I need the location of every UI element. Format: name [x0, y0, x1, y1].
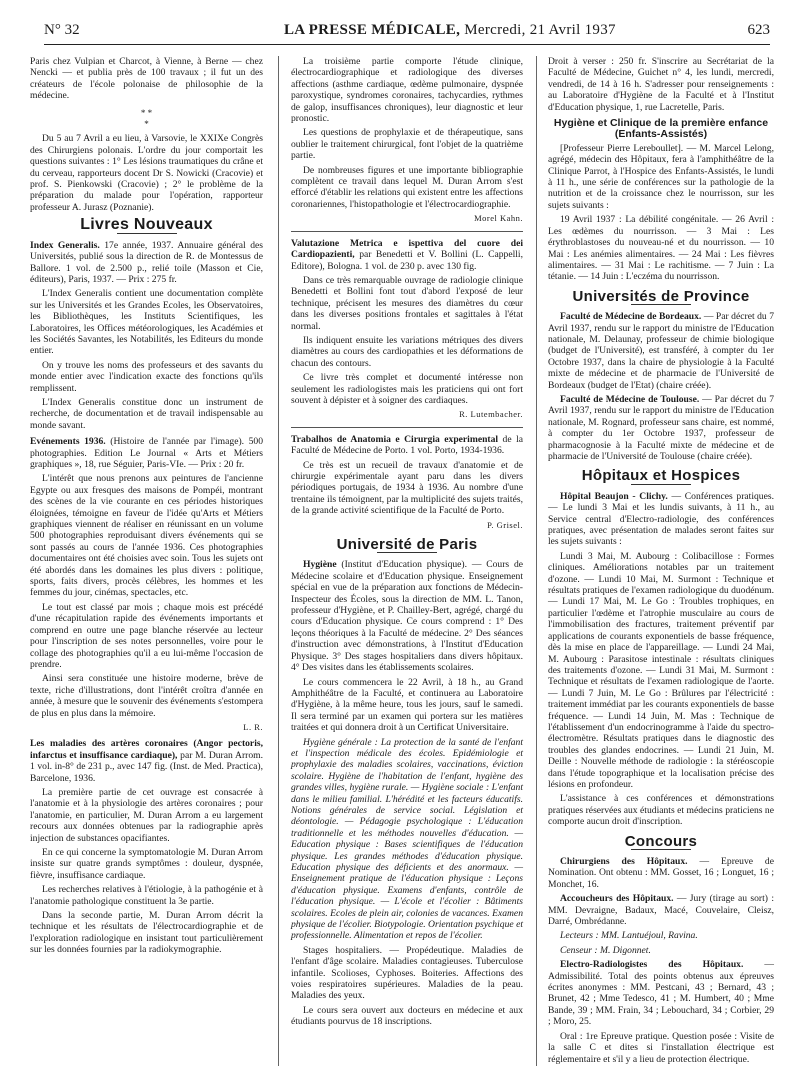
- concours-entry: Accoucheurs des Hôpitaux. — Jury (tirage au sort) : MM. Devraigne, Badaux, Macé, Couvelaire, Cleisz, Darré, Ombrédanne.: [548, 893, 774, 928]
- hospital-text: L'assistance à ces conférences et démonstrations pratiques réservées aux étudiants et médecins praticiens ne comporte aucun droit d'inscription.: [548, 793, 774, 828]
- course-text: Stages hospitaliers. — Propédeutique. Maladies de l'enfant d'âge scolaire. Maladies contagieuses. Tuberculose infantile. Scolioses, Cyphoses. Boiteries. Affections des voies respiratoires supérieures. Maladies de la peau. Maladies des yeux.: [291, 944, 523, 1002]
- course-text: Le cours sera ouvert aux docteurs en médecine et aux étudiants pourvus de 18 inscriptions.: [291, 1004, 523, 1028]
- section-title-concours: Concours: [624, 832, 698, 850]
- journal-title: LA PRESSE MÉDICALE, Mercredi, 21 Avril 1937: [284, 22, 616, 38]
- book-entry: Valutazione Metrica e ispettiva del cuore dei Cardiopazienti, par Benedetti et V. Bollini (L. Cappelli, Editore), Bologna. 1 vol. de 230 p. avec 130 fig.: [291, 237, 523, 272]
- conference-list: Lundi 3 Mai, M. Aubourg : Colibacillose : Formes cliniques. Améliorations notables par un traitement d'ozone. — Lundi 10 Mai, M. Surmont : Technique et résultats pratiques de l'examen radiologique du duodénum. — Lundi 17 Mai, M. Le Go : Troubles trophiques, en particulier l'œdème et l'atrophie musculaire au cours de l'immobilisation des fractures, traitement préventif par applications de courants exponentiels de basse fréquence, dès la mise en place de l'appareillage. — Lundi 24 Mai, M. Aubourg : Parasitose intestinale : résultats cliniques des traitements d'ozone. — Lundi 31 Mai, M. Surmont : Technique et résultats de l'examen radiologique de l'aorte. — Lundi 7 Juin, M. Le Go : Brûlures par l'électricité : traitement immédiat par les courants exponentiels de basse fréquence. — Lundi 14 Juin, M. Mas : Technique de l'établissement d'un endocrinogramme à l'aide du spectro-électromètre. Résultats pratiques dans le diagnostic des troubles des glandes endocrines. — Lundi 21 Juin, M. Deille : Nouvelle méthode de radiologie : la stéréoscopie dans l'étude topographique et la localisation précise des lésions en profondeur.: [548, 550, 774, 790]
- book-review: Le tout est classé par mois ; chaque mois est précédé d'une récapitulation rapide des événements importants et comprend en outre une page blanche réservée au lecteur pour l'inscription de ses notes personnelles, voire pour le collage des photographies qu'il a eu lui-même l'occasion de prendre.: [30, 601, 263, 670]
- page-number: 623: [747, 22, 770, 38]
- faculty-entry: Faculté de Médecine de Toulouse. — Par décret du 7 Avril 1937, rendu sur le rapport du ministre de l'Education nationale, M. Rognard, professeur sans chaire, est nommé, à compter du 1er Octobre 1937, professeur de pharmacognosie à la Faculté mixte de médecine et de pharmacie de l'Université de Toulouse (chaire créée).: [548, 393, 774, 462]
- book-review: Les recherches relatives à l'étiologie, à la pathogénie et à l'anatomie pathologique constituent la 3e partie.: [30, 884, 263, 907]
- book-entry: Les maladies des artères coronaires (Angor pectoris, infarctus et insuffisance cardiaque), par M. Duran Arrom. 1 vol. in-8° de 231 p., avec 147 fig. (Inst. de Med. Practica), Barcelone, 1936.: [30, 738, 263, 784]
- book-review: L'intérêt que nous prenons aux peintures de l'ancienne Egypte ou aux fresques des maisons de Pompéi, montrant des scènes de la vie courante en ces périodes historiques éloignées, témoigne en faveur de l'idée qu'Arts et Métiers graphiques viennent de réaliser en réunissant en un volume 500 photographies reproduisant divers événements qui se sont passés au cours de l'année 1936. Ces photographies documentaires ont été choisies avec soin. Tous les sujets ont été abordés dans les domaines les plus divers : politique, sports, faits divers, procès célèbres, les hommes et les femmes du jour, cinémas, spectacles, etc.: [30, 473, 263, 599]
- book-review: Ils indiquent ensuite les variations métriques des divers diamètres au cours des cardiopathies et les déformations de chacun des contours.: [291, 334, 523, 369]
- signature: Morel Kahn.: [474, 213, 523, 224]
- course-text: Le cours commencera le 22 Avril, à 18 h., au Grand Amphithéâtre de la Faculté, et continuera au Laboratoire d'Hygiène, à la même heure, tous les jours, sauf le samedi. Il sera terminé par un examen qui portera sur les matières traitées et qui donnera droit à un Certificat Universitaire.: [291, 676, 523, 734]
- book-review: Les questions de prophylaxie et de thérapeutique, sans oublier le traitement chirurgical, font l'objet de la quatrième partie.: [291, 127, 523, 162]
- book-entry: Evénements 1936. (Histoire de l'année par l'image). 500 photographies. Edition Le Journal « Arts et Métiers graphiques », 18, rue Séguier, Paris-VIe. — Prix : 20 fr.: [30, 436, 263, 470]
- faculty-entry: Faculté de Médecine de Bordeaux. — Par décret du 7 Avril 1937, rendu sur le rapport du ministre de l'Education nationale, M. Delaunay, professeur de chimie biologique (budget de l'Université), est transféré, à compter du 1er Octobre 1937, dans la chaire de physiologie à la Faculté mixte de médecine et de pharmacie de l'Université de Bordeaux (budget de l'Etat) (chaire créée).: [548, 311, 774, 391]
- concours-text: Oral : 1re Epreuve pratique. Question posée : Visite de la salle C et dites si l'installation électrique est réglementaire et s'il y a lieu de protection électrique.: [548, 1030, 774, 1065]
- issue-number: N° 32: [44, 22, 80, 38]
- book-review: En ce qui concerne la symptomatologie M. Duran Arrom insiste sur quatre grands symptômes : douleur, dyspnée, fièvre, insuffisance cardiaque.: [30, 847, 263, 881]
- separator-stars: * * *: [140, 107, 153, 130]
- book-review: On y trouve les noms des professeurs et des savants du monde entier avec l'indication exacte des fonctions qu'ils remplissent.: [30, 359, 263, 394]
- concours-text: Censeur : M. Digonnet.: [560, 944, 651, 956]
- signature: R. Lutembacher.: [459, 409, 523, 420]
- book-entry: Index Generalis. 17e année, 1937. Annuaire général des Universités, publié sous la direction de R. de Montessus de Ballore. 1 vol. de 2.500 p., relié toile (Masson et Cie, éditeurs), Paris, 1937. — Prix : 275 fr.: [30, 239, 263, 285]
- course-schedule: 19 Avril 1937 : La débilité congénitale. — 26 Avril : Les œdèmes du nourrisson. — 3 Mai : Les érythroblastoses du nouveau-né et du nourrisson. — 10 Mai : Les anémies alimentaires. — 24 Mai : Les fièvres alimentaires. — 31 Mai : Le rachitisme. — 7 Juin : La tétanie. — 14 Juin : L'eczéma du nourrisson.: [548, 214, 774, 283]
- hospital-entry: Hôpital Beaujon - Clichy. — Conférences pratiques. — Le lundi 3 Mai et les lundis suivants, à 11 h., au Service central d'Electro-radiologie, des conférences pratiques, avec présentation de malades seront faites sur les sujets suivants :: [548, 490, 774, 548]
- column-divider: [536, 56, 537, 1066]
- congres-text: Du 5 au 7 Avril a eu lieu, à Varsovie, le XXIXe Congrès des Chirurgiens polonais. L'ordre du jour comportait les questions suivantes : 1° Les lésions traumatiques du crâne et du cerveau, rapporteurs docent Dr S. Nowicki (Cracovie) et prof. S. Pienkowski (Cracovie) ; 2° le problème de la préparation du malade pour l'opération, rapporteur professeur A. Jurasz (Poznanie).: [30, 133, 263, 213]
- subheading: Hygiène et Clinique de la première enfance (Enfants-Assistés): [553, 117, 769, 141]
- column-2: [291, 56, 523, 1031]
- section-title-province: Universités de Province: [572, 287, 750, 305]
- book-entry: Trabalhos de Anatomia e Cirurgia experimental de la Faculté de Médecine de Porto. 1 vol. Porto, 1934-1936.: [291, 433, 524, 457]
- divider: [291, 231, 523, 232]
- book-review: L'Index Generalis contient une documentation complète sur les Universités et les Grandes Ecoles, les Observatoires, les Bibliothèques, les Instituts Scientifiques, les Laboratoires, les Offices météorologiques, les Académies et les Sociétés Savantes, les Notabilités, les Editeurs du monde entier.: [30, 288, 263, 357]
- book-review: Ce très est un recueil de travaux d'anatomie et de chirurgie expérimentale ayant paru dans les divers périodiques portugais, de 1934 à 1936. Au nombre d'une trentaine ils témoignent, par la multiplicité des sujets traités, de la grande activité scientifique de la Faculté de Porto.: [291, 459, 523, 517]
- book-review: Dans la seconde partie, M. Duran Arrom décrit la technique et les résultats de l'électrocardiographie et de l'exploration radiologique en insistant tout particulièrement sur les données fournies par la radiokymographie.: [30, 910, 263, 956]
- section-title-universite: Université de Paris: [336, 536, 478, 554]
- section-title-livres: Livres Nouveaux: [80, 216, 213, 234]
- concours-entry: Chirurgiens des Hôpitaux. — Epreuve de Nomination. Ont obtenu : MM. Gosset, 16 ; Longuet, 16 ; Monchet, 16.: [548, 856, 774, 890]
- book-review: La première partie de cet ouvrage est consacrée à l'anatomie et à la physiologie des artères coronaires ; pour l'anatomie, en particulier, M. Duran Arrom a eu largement recours aux données obtenues par la radiographie après injection de substances opacifiantes.: [30, 786, 263, 844]
- signature: L. R.: [243, 721, 263, 732]
- page-header: [44, 22, 770, 45]
- signature: P. Grisel.: [487, 519, 523, 530]
- section-title-hopitaux: Hôpitaux et Hospices: [581, 467, 741, 485]
- course-text: Droit à verser : 250 fr. S'inscrire au Secrétariat de la Faculté de Médecine, Guichet n° 4, les lundi, mercredi, vendredi, de 14 à 16 h. S'adresser pour renseignements : au Laboratoire d'Hygiène de la Faculté et à l'Institut d'Education physique, 1, rue Lacretelle, Paris.: [548, 56, 774, 113]
- book-review: La troisième partie comporte l'étude clinique, électrocardiographique et radiologique des diverses affections (asthme cardiaque, œdème pulmonaire, dyspnée paroxystique, syndromes coronaires, tachycardies, rythmes de galop, insuffisances chroniques), leur diagnostic et leur pronostic.: [291, 56, 523, 125]
- intro-text: Paris chez Vulpian et Charcot, à Vienne, à Berne — chez Nencki — et publia près de 100 travaux ; il fut un des créateurs de l'école polonaise de philosophie de la médecine.: [30, 56, 263, 102]
- column-divider: [278, 56, 279, 1066]
- book-review: Dans ce très remarquable ouvrage de radiologie clinique Benedetti et Bollini font tout d'abord l'exposé de leur technique, précisent les mesures des diamètres du cœur dans les diverses positions frontales et sagittales à l'état normal.: [291, 274, 523, 332]
- column-3: [548, 56, 774, 1068]
- concours-text: Lecteurs : MM. Lantuéjoul, Ravina.: [560, 930, 698, 942]
- book-review: De nombreuses figures et une importante bibliographie complètent ce travail dans lequel M. Duran Arrom s'est efforcé d'établir les relations qui existent entre les affections coronariennes, l'histopathologie et l'électrocardiographie.: [291, 164, 523, 210]
- course-entry: Hygiène (Institut d'Education physique). — Cours de Médecine scolaire et d'Education physique. Enseignement spécial en vue de la préparation aux fonctions de Médecin-Inspecteur des Écoles, sous la direction de MM. L. Tanon, professeur d'Hygiène, et P. Chailley-Bert, agrégé, chargé du cours d'Education physique. Ce cours comprend : 1° Des leçons théoriques à la Faculté de médecine. 2° Des séances d'instruction avec démonstrations, à l'Institut d'Education Physique. 3° Des stages hospitaliers dans divers hôpitaux. 4° Des visites dans les établissements scolaires.: [291, 559, 523, 674]
- concours-entry: Electro-Radiologistes des Hôpitaux. — Admissibilité. Total des points obtenus aux épreuves écrites anonymes : MM. Pestcani, 43 ; Bernard, 43 ; Brunet, 42 ; Mme Tedesco, 41 ; M. Humbert, 40 ; Mme Bande, 39 ; MM. Frain, 34 ; Lebouchard, 34 ; Corbier, 29 ; Moro, 25.: [548, 959, 774, 1028]
- book-review: Ce livre très complet et documenté intéresse non seulement les radiologistes mais les praticiens qui ont fort souvent à dépister et à soigner des cardiaques.: [291, 372, 523, 406]
- column-1: [30, 56, 263, 959]
- book-review: L'Index Generalis constitue donc un instrument de recherche, de documentation et de travail indispensable au monde savant.: [30, 396, 263, 431]
- course-program: Hygiène générale : La protection de la santé de l'enfant et l'inspection médicale des écoles. Epidémiologie et prophylaxie des maladies scolaires, vaccinations, éviction scolaire. Hygiène de l'habitation de l'enfant, hygiène des grandes villes, hygiène rurale. — Hygiène sociale : L'enfant dans le milieu familial. L'hérédité et les facteurs éducatifs. Notions générales de service social. Législation et déontologie. — Pédagogie psychologique : L'éducation traditionnelle et les méthodes nouvelles d'éducation. — Education physique : Bases scientifiques de l'éducation physique. Les grandes méthodes d'éducation physique. Education physique des déficients et des anormaux. — Enseignement pratique de l'éducation physique : Leçons d'éducation physique. Examens d'enfants, contrôle de l'éducation physique. — L'école et l'écolier : Bâtiments scolaires. Ecoles de plein air, colonies de vacances. Examen physique de l'écolier. Biotypologie. Orientation psychique et professionnelle. Alimentation et repos de l'écolier.: [291, 736, 523, 942]
- course-text: [Professeur Pierre Lereboullet]. — M. Marcel Lelong, agrégé, médecin des Hôpitaux, fera à l'amphithéâtre de la Clinique Parrot, à l'Hospice des Enfants-Assistés, le lundi à 11 h., une série de conférences sur la pathologie de la nutrition et de la croissance chez le nourrisson, sur les sujets suivants :: [548, 142, 774, 211]
- book-review: Ainsi sera constituée une histoire moderne, brève de texte, riche d'illustrations, dont l'intérêt croîtra d'année en année, à mesure que le souvenir des événements s'estompera de plus en plus dans la mémoire.: [30, 673, 263, 719]
- divider: [291, 427, 523, 428]
